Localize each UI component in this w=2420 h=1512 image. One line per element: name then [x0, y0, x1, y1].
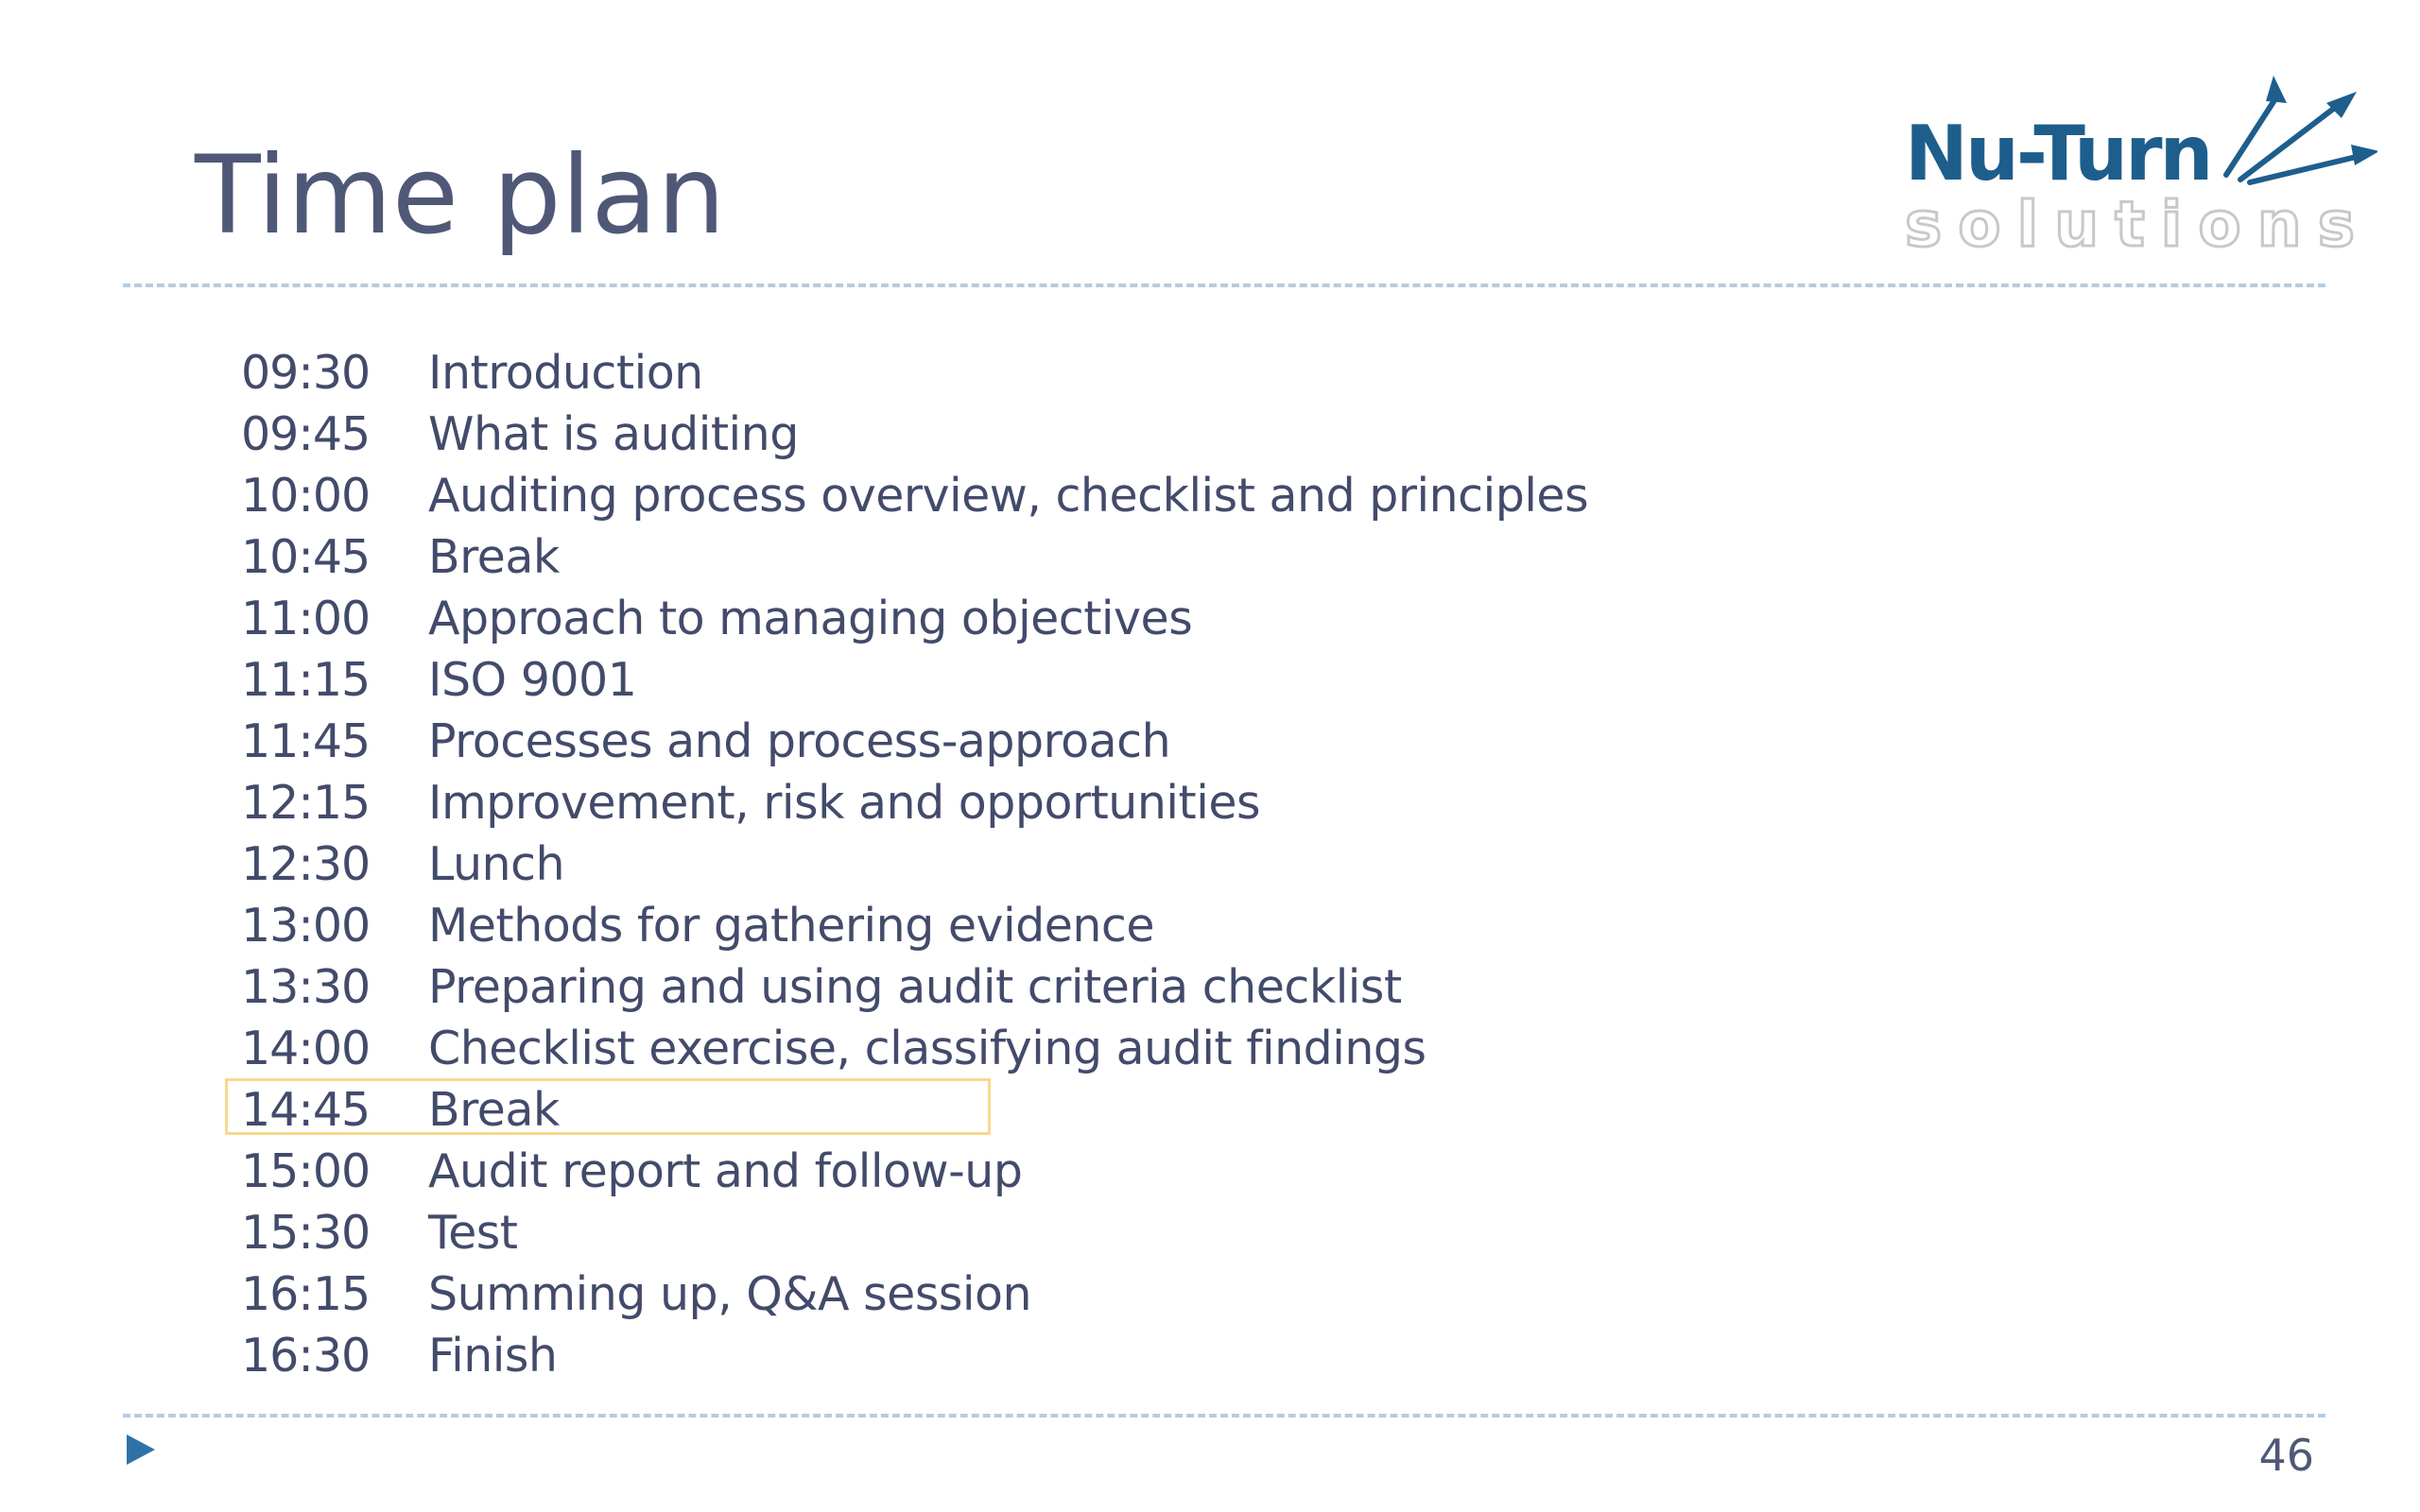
- schedule-row: [0, 1018, 2420, 1079]
- arrows-icon: [2207, 71, 2377, 194]
- schedule-topic: Test: [428, 1206, 518, 1260]
- schedule-time: 13:00: [241, 899, 371, 953]
- slide-title: Time plan: [195, 132, 726, 258]
- schedule-topic: ISO 9001: [428, 653, 637, 707]
- schedule-topic: Approach to managing objectives: [428, 592, 1193, 645]
- schedule-row: [0, 895, 2420, 956]
- schedule-topic: Improvement, risk and opportunities: [428, 776, 1261, 830]
- schedule-row: [0, 588, 2420, 649]
- schedule-row: [0, 711, 2420, 772]
- schedule-topic: Introduction: [428, 346, 703, 400]
- logo-name: Nu-Turn: [1905, 110, 2211, 198]
- schedule-time: 14:45: [241, 1083, 371, 1137]
- schedule-row: [0, 956, 2420, 1018]
- schedule-topic: Audit report and follow-up: [428, 1144, 1023, 1198]
- schedule-time: 10:00: [241, 469, 371, 523]
- schedule-topic: Finish: [428, 1329, 558, 1383]
- schedule-time: 15:30: [241, 1206, 371, 1260]
- schedule-topic: Checklist exercise, classifying audit findings: [428, 1022, 1426, 1075]
- schedule-row: [0, 649, 2420, 711]
- play-arrow-icon[interactable]: [127, 1435, 155, 1465]
- schedule-topic: What is auditing: [428, 407, 799, 461]
- schedule-row: [0, 833, 2420, 895]
- page-number: 46: [2258, 1430, 2314, 1481]
- schedule-time: 16:30: [241, 1329, 371, 1383]
- schedule-time: 15:00: [241, 1144, 371, 1198]
- schedule-row: [0, 465, 2420, 526]
- schedule-topic: Lunch: [428, 837, 565, 891]
- schedule-time: 16:15: [241, 1267, 371, 1321]
- schedule-time: 11:15: [241, 653, 371, 707]
- schedule-time: 14:00: [241, 1022, 371, 1075]
- schedule-row: [0, 404, 2420, 465]
- schedule-topic: Break: [428, 1083, 560, 1137]
- schedule-time: 10:45: [241, 530, 371, 584]
- schedule-time: 09:45: [241, 407, 371, 461]
- schedule-topic: Summing up, Q&A session: [428, 1267, 1032, 1321]
- schedule-topic: Auditing process overview, checklist and principles: [428, 469, 1589, 523]
- schedule-row: [0, 1263, 2420, 1325]
- schedule-list: [0, 342, 2420, 1386]
- schedule-time: 11:00: [241, 592, 371, 645]
- schedule-row: [0, 1202, 2420, 1263]
- schedule-row: [0, 1141, 2420, 1202]
- schedule-row: [0, 772, 2420, 833]
- header-divider: [123, 284, 2325, 287]
- schedule-topic: Methods for gathering evidence: [428, 899, 1155, 953]
- schedule-row: [0, 342, 2420, 404]
- schedule-time: 09:30: [241, 346, 371, 400]
- schedule-topic: Processes and process-approach: [428, 714, 1171, 768]
- schedule-time: 11:45: [241, 714, 371, 768]
- highlight-box: [225, 1078, 991, 1135]
- schedule-row: [0, 1325, 2420, 1386]
- schedule-row: [0, 526, 2420, 588]
- schedule-topic: Break: [428, 530, 560, 584]
- logo-tagline: solutions: [1905, 188, 2372, 261]
- company-logo: [1895, 71, 2377, 260]
- schedule-topic: Preparing and using audit criteria checklist: [428, 960, 1402, 1014]
- schedule-time: 13:30: [241, 960, 371, 1014]
- schedule-time: 12:15: [241, 776, 371, 830]
- footer-divider: [123, 1414, 2325, 1418]
- schedule-time: 12:30: [241, 837, 371, 891]
